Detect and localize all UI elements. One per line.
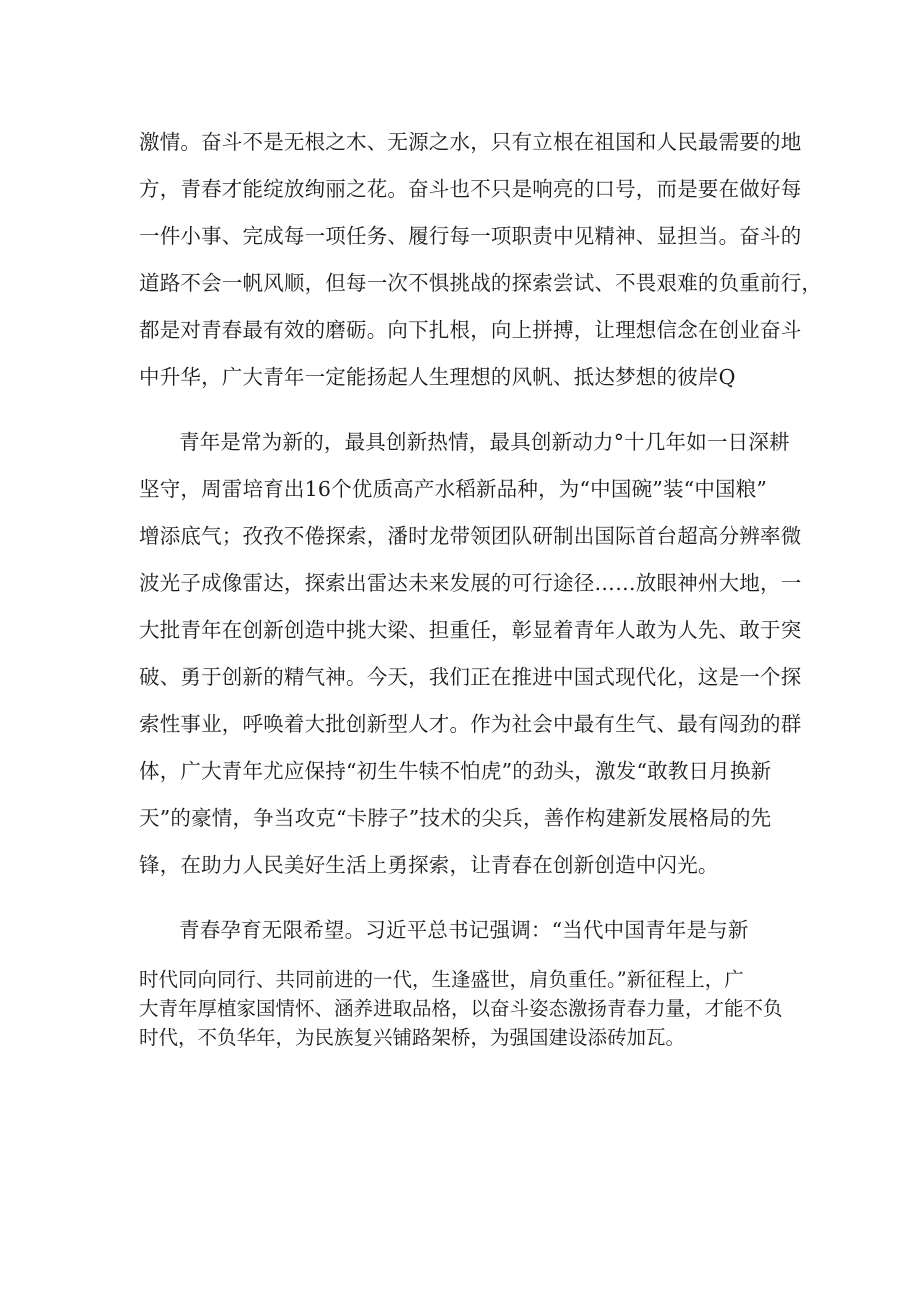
paragraph-2-line-4: 波光子成像雷达，探索出雷达未来发展的可行途径……放眼神州大地，一 <box>139 571 802 595</box>
paragraph-1-line-3: 一件小事、完成每一项任务、履行每一项职责中见精神、显担当。奋斗的 <box>139 224 802 248</box>
paragraph-3-line-1: 青春孕育无限希望。习近平总书记强调：“当代中国青年是与新 <box>179 918 749 942</box>
paragraph-2-line-6: 破、勇于创新的精气神。今天，我们正在推进中国式现代化，这是一个探 <box>139 665 802 689</box>
paragraph-2-line-2: 坚守，周雷培育出16个优质高产水稻新品种，为“中国碗”装“中国粮” <box>139 477 768 501</box>
paragraph-2-line-3: 增添底气；孜孜不倦探索，潘时龙带领团队研制出国际首台超高分辨率微 <box>139 524 802 548</box>
paragraph-3-line-3: 大青年厚植家国情怀、涵养进取品格，以奋斗姿态激扬青春力量，才能不负 <box>139 997 783 1020</box>
paragraph-2-line-5: 大批青年在创新创造中挑大梁、担重任，彰显着青年人敢为人先、敢于突 <box>139 618 802 642</box>
paragraph-2-line-9: 天”的豪情，争当攻克“卡脖子”技术的尖兵，善作构建新发展格局的先 <box>139 806 772 830</box>
paragraph-1-line-6: 中升华，广大青年一定能扬起人生理想的风帆、抵达梦想的彼岸Q <box>139 365 736 389</box>
paragraph-1-line-5: 都是对青春最有效的磨砺。向下扎根，向上拼搏，让理想信念在创业奋斗 <box>139 318 802 342</box>
paragraph-1-line-1: 激情。奋斗不是无根之木、无源之水，只有立根在祖国和人民最需要的地 <box>139 130 802 154</box>
paragraph-2-line-7: 索性事业，呼唤着大批创新型人才。作为社会中最有生气、最有闯劲的群 <box>139 712 802 736</box>
paragraph-3-line-2: 时代同向同行、共同前进的一代，生逢盛世，肩负重任。”新征程上，广 <box>139 968 744 991</box>
paragraph-1-line-4: 道路不会一帆风顺，但每一次不惧挑战的探索尝试、不畏艰难的负重前行， <box>139 271 823 295</box>
paragraph-2-line-1: 青年是常为新的，最具创新热情，最具创新动力°十几年如一日深耕 <box>179 430 790 454</box>
paragraph-2-line-8: 体，广大青年尤应保持“初生牛犊不怕虎”的劲头，激发“敢教日月换新 <box>139 759 772 783</box>
paragraph-1-line-2: 方，青春才能绽放绚丽之花。奋斗也不只是响亮的口号，而是要在做好每 <box>139 177 802 201</box>
paragraph-2-line-10: 锋，在助力人民美好生活上勇探索，让青春在创新创造中闪光。 <box>139 853 719 877</box>
paragraph-3-line-4: 时代，不负华年，为民族复兴铺路架桥，为强国建设添砖加瓦。 <box>139 1026 686 1049</box>
